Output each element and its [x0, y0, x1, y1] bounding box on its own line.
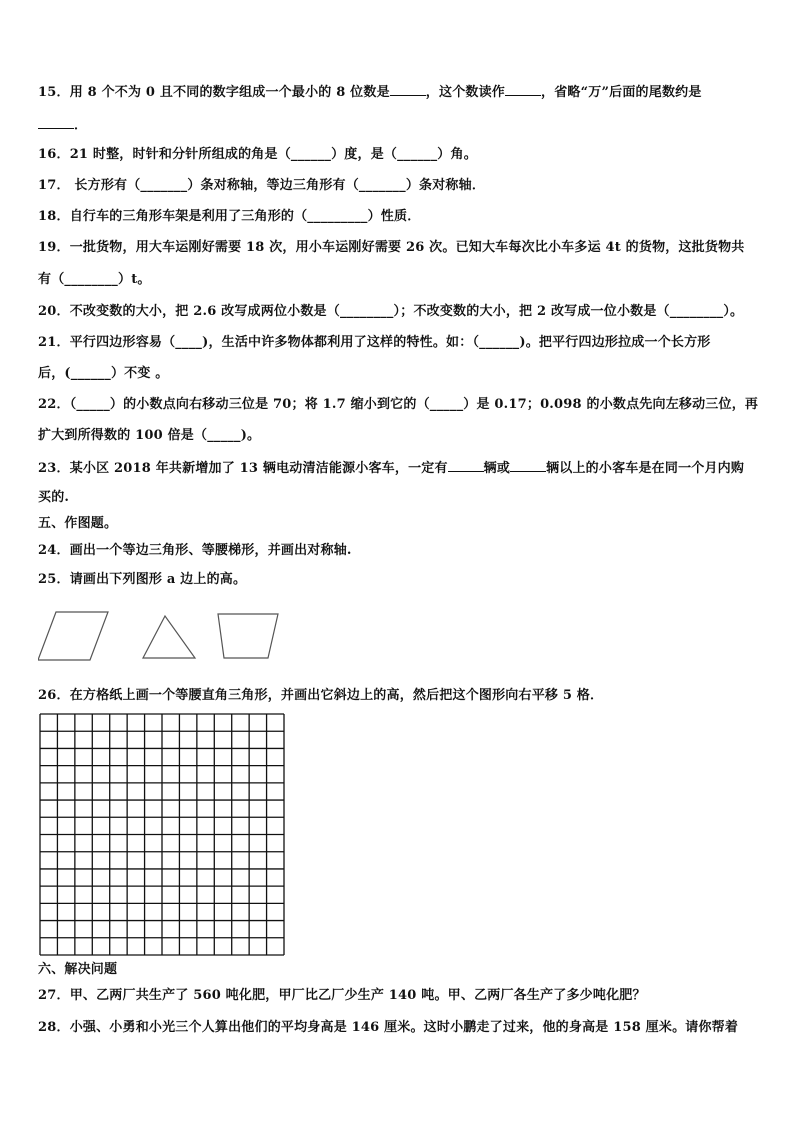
question-28: 28．小强、小勇和小光三个人算出他们的平均身高是 146 厘米。这时小鹏走了过来，他的身高是 158 厘米。请你帮着	[38, 1020, 739, 1035]
question-26: 26．在方格纸上画一个等腰直角三角形，并画出它斜边上的高，然后把这个图形向右平移 5 格．	[38, 688, 604, 703]
q15-text-2: ，这个数读作	[425, 85, 505, 100]
q15-text-3: ，省略“万”后面的尾数约是	[541, 85, 702, 100]
q23-blank-2	[510, 459, 546, 472]
question-21-line-1: 21．平行四边形容易（____)，生活中许多物体都利用了这样的特性。如：（______)。把平行四边形拉成一个长方形	[38, 335, 711, 350]
question-15-line-1	[38, 83, 702, 101]
section-6-heading: 六、解决问题	[38, 962, 118, 977]
question-27: 27．甲、乙两厂共生产了 560 吨化肥，甲厂比乙厂少生产 140 吨。甲、乙两厂各生产了多少吨化肥？	[38, 988, 646, 1003]
q25-figures	[38, 600, 288, 664]
question-25: 25．请画出下列图形 a 边上的高。	[38, 572, 247, 587]
question-15-line-2	[38, 116, 87, 134]
triangle-shape	[143, 616, 195, 658]
question-16: 16．21 时整，时针和分针所组成的角是（______）度，是（______）角。	[38, 147, 477, 162]
question-23-line-1	[38, 459, 744, 477]
q15-text-1: 15．用 8 个不为 0 且不同的数字组成一个最小的 8 位数是	[38, 85, 390, 100]
question-21-line-2: 后，(______）不变 。	[38, 366, 169, 381]
question-17: 17． 长方形有（_______）条对称轴，等边三角形有（_______）条对称轴．	[38, 178, 486, 193]
question-19-line-2: 有（________）t。	[38, 272, 151, 287]
q15-blank-2	[505, 83, 541, 96]
section-5-heading: 五、作图题。	[38, 516, 118, 531]
q15-text-4: ．	[74, 118, 88, 133]
trapezoid-shape	[218, 614, 278, 658]
q23-text-1: 23．某小区 2018 年共新增加了 13 辆电动清洁能源小客车，一定有	[38, 461, 448, 476]
q23-text-3: 辆以上的小客车是在同一个月内购	[546, 461, 745, 476]
question-22-line-2: 扩大到所得数的 100 倍是（_____)。	[38, 428, 261, 443]
q23-text-2: 辆或	[483, 461, 511, 476]
question-24: 24．画出一个等边三角形、等腰梯形，并画出对称轴.	[38, 543, 352, 558]
question-22-line-1: 22．（_____）的小数点向右移动三位是 70；将 1.7 缩小到它的（_____）是 0.17；0.098 的小数点先向左移动三位，再	[38, 397, 759, 412]
question-23-line-2: 买的.	[38, 490, 70, 505]
question-18: 18．自行车的三角形车架是利用了三角形的（_________）性质．	[38, 209, 421, 224]
q15-blank-3	[38, 116, 74, 129]
q23-blank-1	[448, 459, 484, 472]
question-19-line-1: 19．一批货物，用大车运刚好需要 18 次，用小车运刚好需要 26 次。已知大车每次比小车多运 4t 的货物，这批货物共	[38, 240, 745, 255]
question-20: 20．不改变数的大小，把 2.6 改写成两位小数是（________）；不改变数的大小，把 2 改写成一位小数是（________）。	[38, 304, 744, 319]
grid-paper	[38, 712, 286, 957]
parallelogram-shape	[38, 612, 108, 660]
q15-blank-1	[390, 83, 426, 96]
